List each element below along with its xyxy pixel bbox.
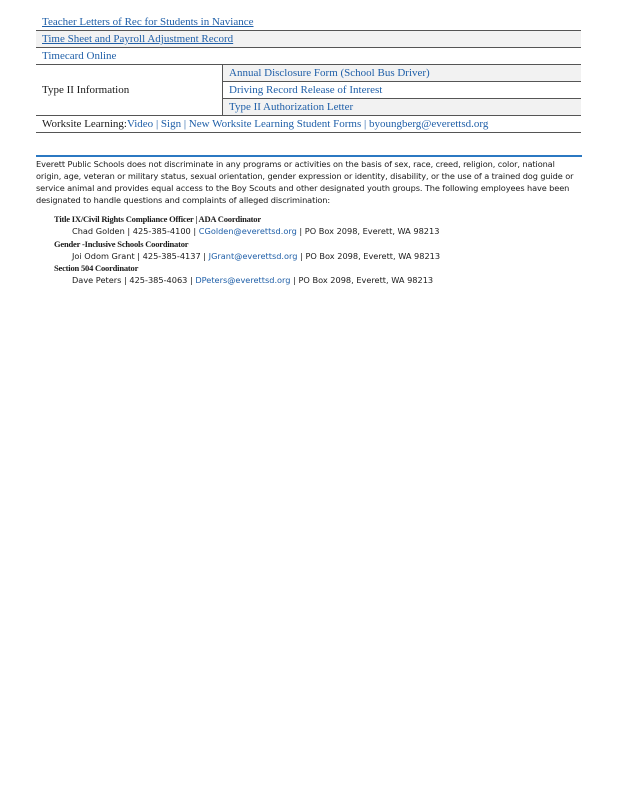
separator: |: [300, 250, 303, 261]
annual-disclosure-form-link[interactable]: Annual Disclosure Form (School Bus Driver): [229, 67, 430, 79]
separator: |: [193, 226, 197, 237]
separator: |: [127, 226, 131, 237]
contact-phone: 425-385-4137: [142, 250, 201, 261]
time-sheet-payroll-link[interactable]: Time Sheet and Payroll Adjustment Record: [42, 33, 234, 45]
worksite-email-link[interactable]: byoungberg@everettsd.org: [368, 118, 489, 130]
contact-address: PO Box 2098, Everett, WA 98213: [304, 226, 440, 237]
separator: |: [123, 275, 127, 286]
worksite-row: [36, 116, 581, 133]
contact-role: Title IX/Civil Rights Compliance Officer | ADA Coordinator: [54, 214, 261, 224]
links-row: [36, 14, 581, 31]
contact-name: Chad Golden: [72, 226, 125, 237]
separator: |: [155, 118, 159, 130]
contact-name: Dave Peters: [72, 275, 122, 286]
contact-address: PO Box 2098, Everett, WA 98213: [298, 275, 434, 286]
contact-line: [54, 274, 574, 286]
contact-email-link[interactable]: CGolden@everettsd.org: [198, 226, 297, 237]
contacts-block: [54, 213, 574, 287]
forms-links-table: [36, 14, 581, 133]
worksite-student-forms-link[interactable]: New Worksite Learning Student Forms: [188, 118, 364, 130]
separator: |: [189, 275, 193, 286]
contact-role: Gender -Inclusive Schools Coordinator: [54, 238, 189, 249]
separator: |: [299, 226, 303, 237]
worksite-label: Worksite Learning:: [42, 118, 127, 130]
type2-row: [36, 65, 581, 82]
contact-line: [54, 225, 574, 237]
nondiscrimination-notice: Everett Public Schools does not discriminate in any programs or activities on the basis of sex, race, creed, religion, color, national origin, age, veteran or military status, sexual orientation, gender expression or identity, disability, or the use of a trained dog guide or service animal and provides equal access to the Boy Scouts and other designated youth groups. The following employees have been designated to handle questions and complaints of alleged discrimination:: [36, 159, 574, 205]
contact-address: PO Box 2098, Everett, WA 98213: [305, 250, 441, 261]
contact-name: Joi Odom Grant: [72, 250, 135, 261]
naviance-rec-letters-link[interactable]: Teacher Letters of Rec for Students in Naviance: [42, 16, 254, 28]
separator: |: [137, 250, 141, 261]
timecard-online-link[interactable]: Timecard Online: [42, 50, 117, 62]
worksite-video-link[interactable]: Video: [126, 118, 154, 130]
contact-line: [54, 250, 574, 262]
separator: |: [203, 250, 207, 261]
contact-role: Section 504 Coordinator: [54, 263, 139, 274]
contact-phone: 425-385-4063: [129, 275, 188, 286]
contact-phone: 425-385-4100: [132, 226, 191, 237]
type2-authorization-letter-link[interactable]: Type II Authorization Letter: [229, 101, 354, 113]
driving-record-release-link[interactable]: Driving Record Release of Interest: [229, 84, 383, 96]
separator: |: [363, 118, 367, 130]
type2-label: Type II Information: [36, 65, 223, 116]
links-row: [36, 48, 581, 65]
worksite-sign-link[interactable]: Sign: [160, 118, 182, 130]
contact-email-link[interactable]: DPeters@everettsd.org: [195, 275, 291, 286]
separator: |: [293, 275, 296, 286]
contact-email-link[interactable]: JGrant@everettsd.org: [208, 250, 298, 261]
links-row: [36, 31, 581, 48]
separator: |: [183, 118, 187, 130]
divider-rule: [36, 155, 582, 157]
